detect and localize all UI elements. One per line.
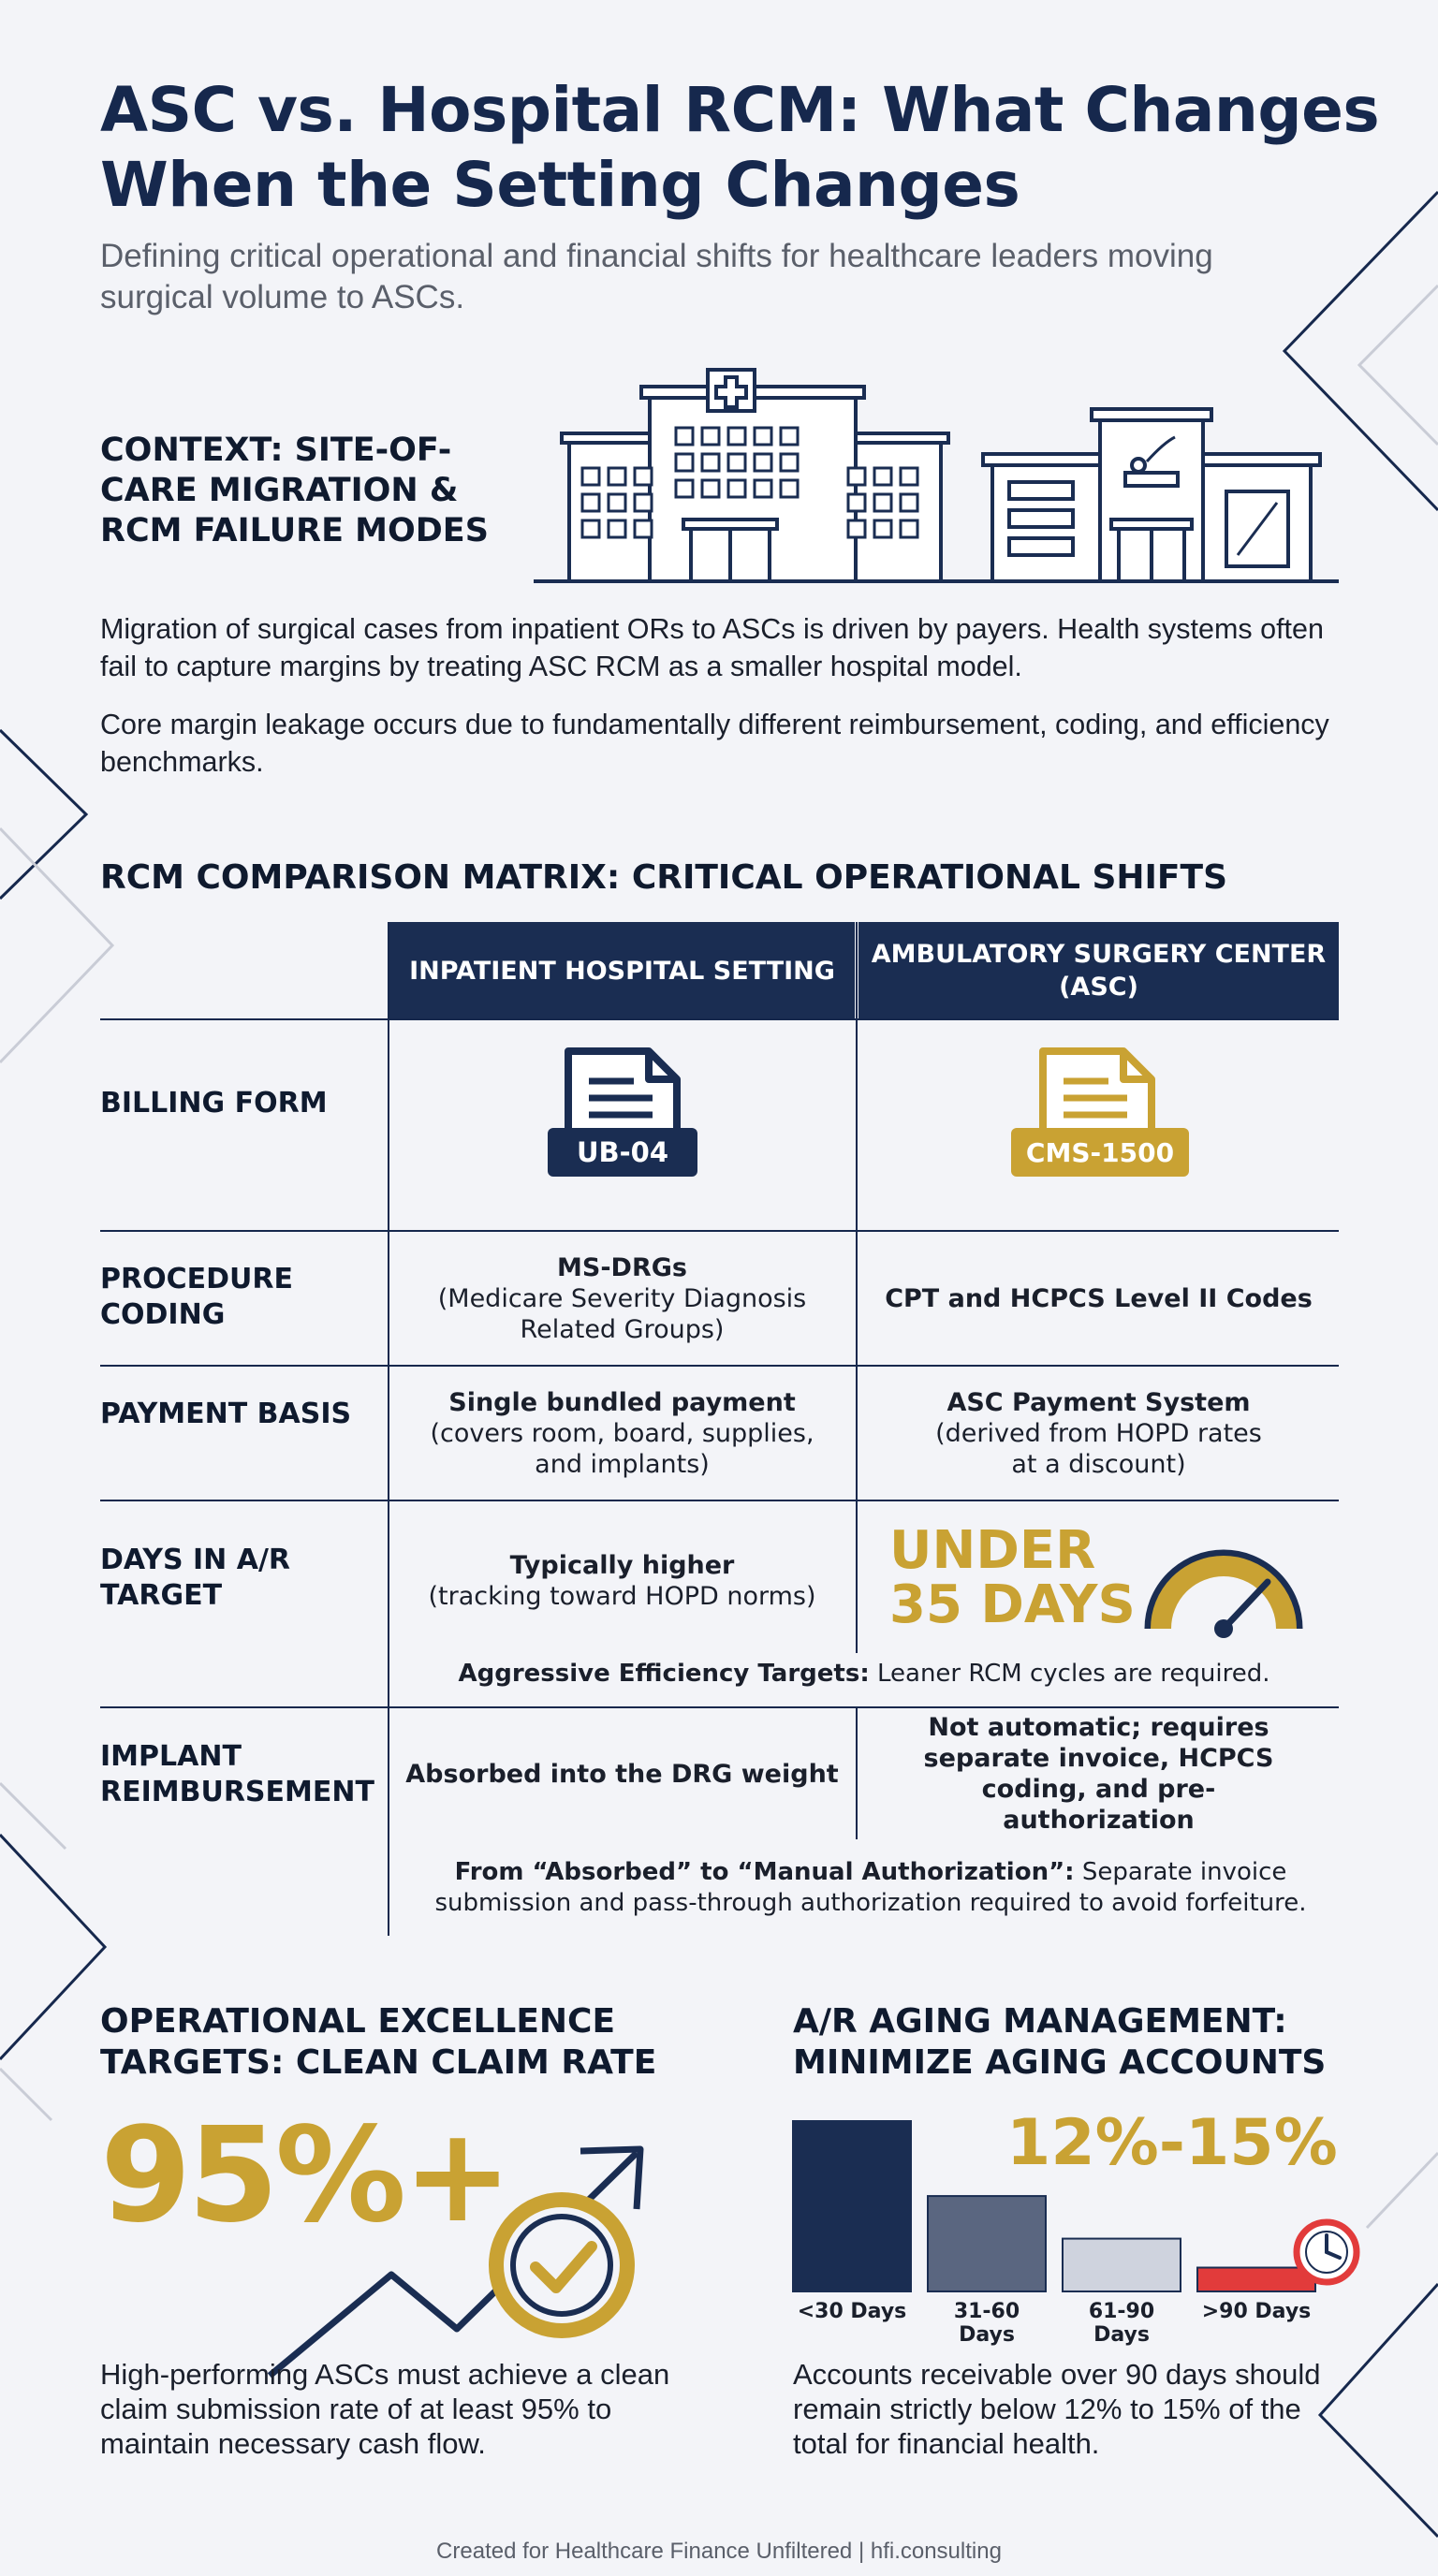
ar-aging-bar-chart (791, 2115, 1372, 2293)
payment-asc-cell (858, 1367, 1339, 1500)
payment-hospital-sub: (covers room, board, supplies, and implants) (430, 1418, 814, 1479)
ar-aging-description: Accounts receivable over 90 days should remain strictly below 12% to 15% of the total for financial health. (793, 2358, 1321, 2460)
ub04-document-icon (548, 1044, 697, 1184)
ar-aging-heading: A/R AGING MANAGEMENT: MINIMIZE AGING ACCOUNTS (793, 2002, 1327, 2082)
page-subtitle: Defining critical operational and financial shifts for healthcare leaders moving surgical volume to ASCs. (100, 238, 1213, 315)
coding-asc-cell (858, 1232, 1339, 1365)
implant-note-bold: From “Absorbed” to “Manual Authorization”: (454, 1858, 1075, 1886)
matrix-heading: RCM COMPARISON MATRIX: CRITICAL OPERATIONAL SHIFTS (100, 858, 1227, 897)
ar-days-asc-target (889, 1520, 1136, 1635)
speedometer-gauge-icon (1137, 1535, 1311, 1638)
row-label-payment: PAYMENT BASIS (100, 1398, 352, 1430)
table-divider (856, 922, 858, 1653)
ar-days-asc-line2: 35 DAYS (889, 1574, 1136, 1635)
bar-0 (793, 2121, 911, 2291)
ar-days-note (389, 1659, 1339, 1690)
table-divider (856, 1708, 858, 1839)
coding-hospital-sub: (Medicare Severity Diagnosis Related Groups) (437, 1283, 807, 1344)
table-divider (100, 1018, 1339, 1020)
ar-aging-highlight: 12%-15% (1006, 2106, 1338, 2180)
hospital-and-asc-buildings-illustration (534, 360, 1339, 585)
cms1500-label: CMS-1500 (1025, 1137, 1175, 1168)
row-label-billing: BILLING FORM (100, 1087, 328, 1120)
coding-hospital-cell (389, 1232, 855, 1365)
payment-hospital-cell (389, 1367, 855, 1500)
clean-claim-heading: OPERATIONAL EXCELLENCE TARGETS: CLEAN CLAIM RATE (100, 2002, 657, 2082)
ar-days-note-bold: Aggressive Efficiency Targets: (458, 1660, 870, 1688)
clean-claim-description: High-performing ASCs must achieve a clean claim submission rate of at least 95% to maintain necessary cash flow. (100, 2358, 670, 2460)
ar-days-hospital-cell (389, 1501, 855, 1661)
row-label-coding: PROCEDURE CODING (100, 1263, 293, 1331)
payment-hospital-head: Single bundled payment (448, 1387, 796, 1417)
cms1500-document-icon (1011, 1044, 1189, 1184)
page-title: ASC vs. Hospital RCM: What Changes When the Setting Changes (100, 74, 1380, 221)
context-heading: CONTEXT: SITE-OF-CARE MIGRATION & RCM FAILURE MODES (100, 432, 489, 549)
bar-1 (928, 2196, 1046, 2291)
implant-asc-cell (858, 1708, 1339, 1839)
bar-label-0: <30 Days (797, 2300, 907, 2323)
bar-label-1: 31-60 Days (953, 2300, 1020, 2347)
implant-asc-text: Not automatic; requires separate invoice, HCPCS coding, and pre-authorization (923, 1713, 1274, 1835)
bar-label-3: >90 Days (1201, 2300, 1312, 2323)
bar-3 (1197, 2268, 1315, 2291)
implant-hospital-cell (389, 1708, 855, 1839)
ar-days-note-text: Leaner RCM cycles are required. (869, 1660, 1270, 1688)
payment-asc-sub: (derived from HOPD rates at a discount) (935, 1418, 1262, 1479)
bar-2 (1063, 2239, 1181, 2291)
ar-days-hospital-sub: (tracking toward HOPD norms) (428, 1582, 816, 1611)
row-label-ar-days: DAYS IN A/R TARGET (100, 1544, 291, 1612)
implant-note (403, 1857, 1339, 1919)
column-header-asc: AMBULATORY SURGERY CENTER (ASC) (858, 922, 1339, 1019)
payment-asc-head: ASC Payment System (946, 1387, 1251, 1417)
footer-credit: Created for Healthcare Finance Unfiltered | hfi.consulting (436, 2539, 1002, 2564)
bar-label-2: 61-90 Days (1088, 2300, 1155, 2347)
context-paragraph-1: Migration of surgical cases from inpatient ORs to ASCs is driven by payers. Health systems often fail to capture margins by treating ASC RCM as a smaller hospital model. (100, 613, 1324, 682)
implant-hospital-text: Absorbed into the DRG weight (405, 1759, 839, 1789)
clean-claim-value: 95%+ (100, 2100, 509, 2252)
coding-asc-text: CPT and HCPCS Level II Codes (885, 1283, 1313, 1313)
implant-note-text: Separate invoice submission and pass-through authorization required to avoid forfeiture. (434, 1858, 1307, 1917)
column-header-hospital: INPATIENT HOSPITAL SETTING (389, 922, 855, 1019)
ar-days-hospital-head: Typically higher (509, 1551, 735, 1580)
coding-hospital-head: MS-DRGs (557, 1252, 687, 1282)
clock-icon (1297, 2222, 1357, 2282)
context-paragraph-2: Core margin leakage occurs due to fundamentally different reimbursement, coding, and efficiency benchmarks. (100, 709, 1329, 778)
row-label-implant: IMPLANT REIMBURSEMENT (100, 1740, 374, 1808)
ub04-label: UB-04 (576, 1136, 669, 1168)
ar-days-asc-line1: UNDER (889, 1520, 1096, 1581)
